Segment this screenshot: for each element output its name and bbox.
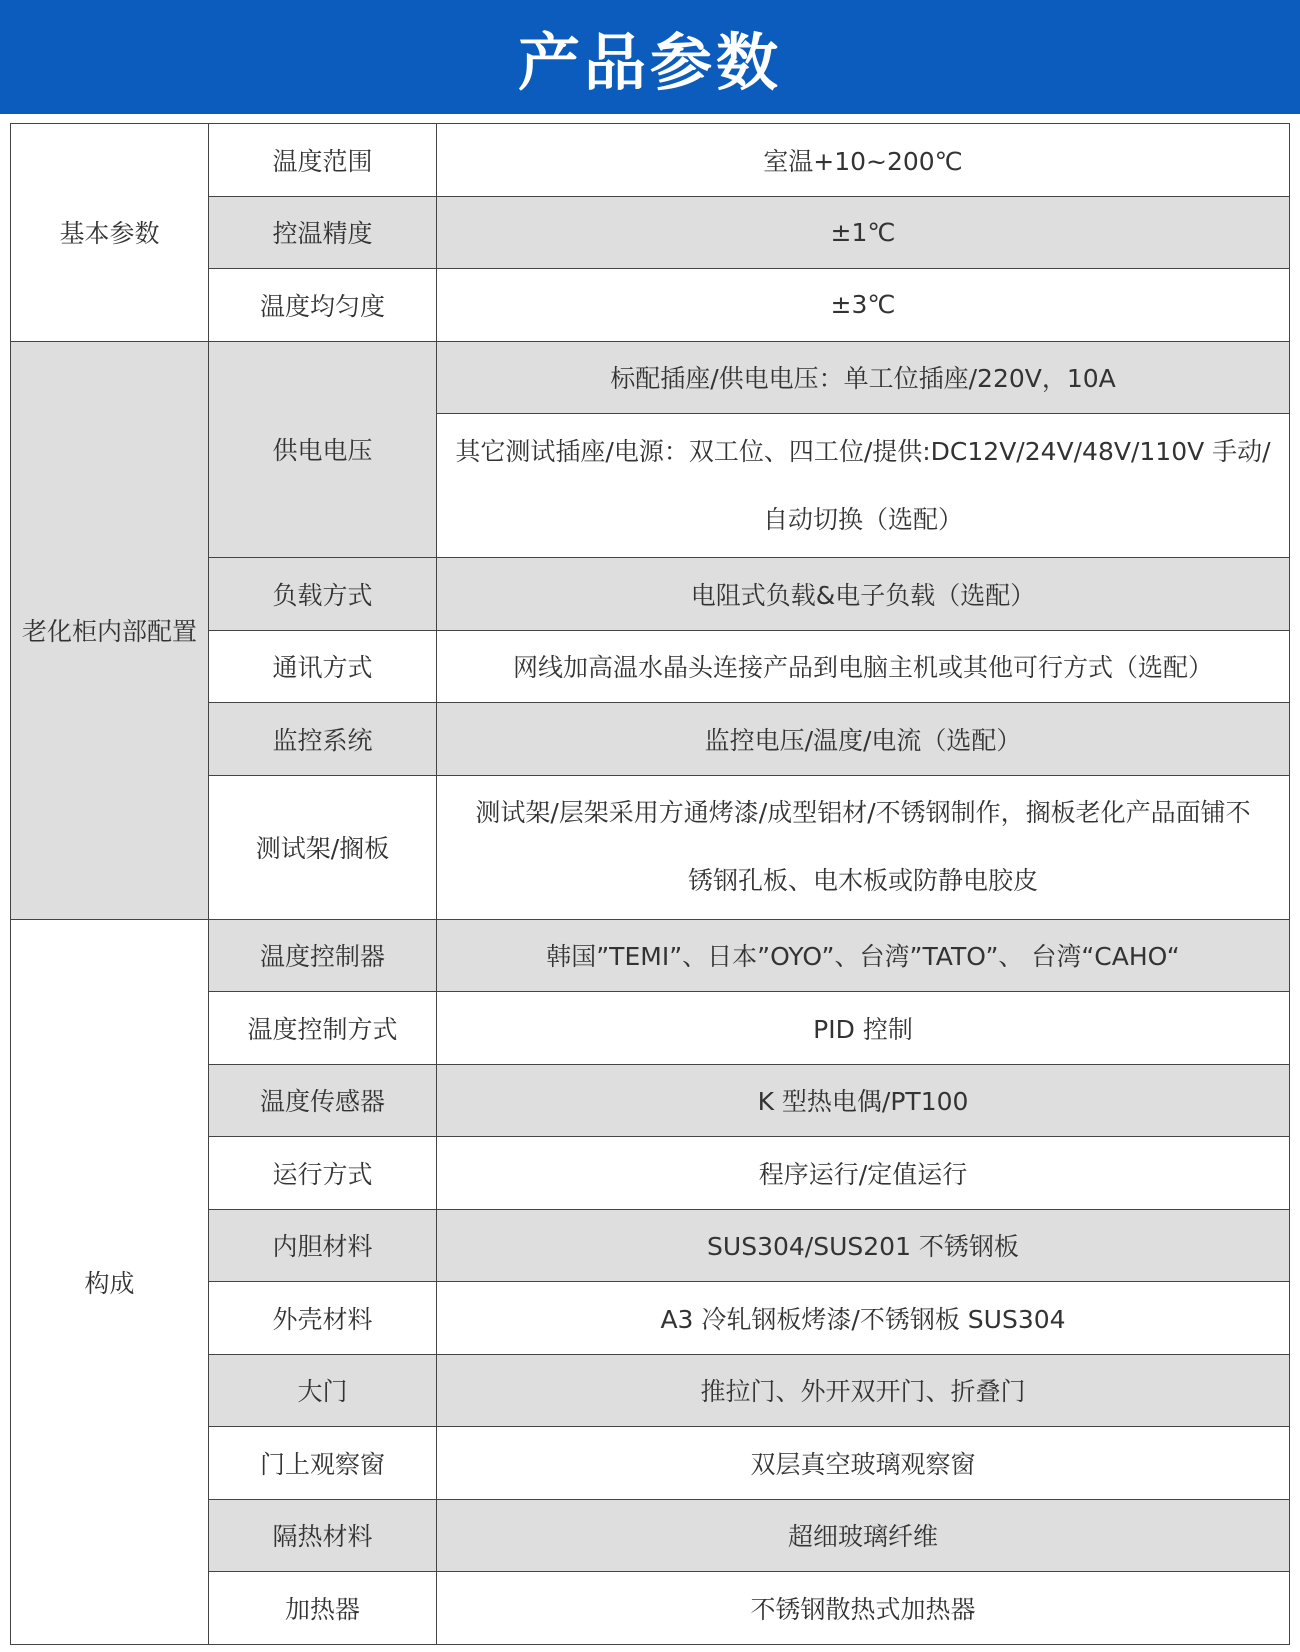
param-value: PID 控制 [437, 992, 1290, 1065]
param-value: A3 冷轧钢板烤漆/不锈钢板 SUS304 [437, 1282, 1290, 1355]
param-value: 室温+10~200℃ [437, 124, 1290, 197]
param-label: 内胆材料 [209, 1209, 437, 1282]
param-value: 程序运行/定值运行 [437, 1137, 1290, 1210]
category-composition: 构成 [11, 919, 209, 1644]
param-value: 双层真空玻璃观察窗 [437, 1427, 1290, 1500]
param-label: 大门 [209, 1354, 437, 1427]
param-value [437, 414, 1290, 558]
param-label: 供电电压 [209, 341, 437, 558]
param-value: 网线加高温水晶头连接产品到电脑主机或其他可行方式（选配） [437, 630, 1290, 703]
param-label: 温度范围 [209, 124, 437, 197]
param-label: 隔热材料 [209, 1499, 437, 1572]
param-value-line: 测试架/层架采用方通烤漆/成型铝材/不锈钢制作，搁板老化产品面铺不 [475, 798, 1251, 828]
category-aging-cabinet: 老化柜内部配置 [11, 341, 209, 919]
param-value: ±3℃ [437, 269, 1290, 342]
param-value: SUS304/SUS201 不锈钢板 [437, 1209, 1290, 1282]
param-label: 负载方式 [209, 558, 437, 631]
param-value: K 型热电偶/PT100 [437, 1064, 1290, 1137]
category-basic: 基本参数 [11, 124, 209, 342]
spec-table [10, 123, 1290, 1645]
page-title: 产品参数 [517, 25, 782, 99]
param-label: 监控系统 [209, 703, 437, 776]
table-row [11, 919, 1290, 992]
param-value: 监控电压/温度/电流（选配） [437, 703, 1290, 776]
param-value: 推拉门、外开双开门、折叠门 [437, 1354, 1290, 1427]
param-value-line: 锈钢孔板、电木板或防静电胶皮 [687, 866, 1038, 896]
param-label: 加热器 [209, 1572, 437, 1645]
param-label: 运行方式 [209, 1137, 437, 1210]
param-label: 温度均匀度 [209, 269, 437, 342]
table-row [11, 341, 1290, 414]
param-label: 温度传感器 [209, 1064, 437, 1137]
param-label: 门上观察窗 [209, 1427, 437, 1500]
header-banner [0, 0, 1300, 114]
param-value: 电阻式负载&电子负载（选配） [437, 558, 1290, 631]
param-value-line: 自动切换（选配） [762, 504, 963, 534]
param-value: 超细玻璃纤维 [437, 1499, 1290, 1572]
param-value [437, 775, 1290, 919]
param-value: ±1℃ [437, 196, 1290, 269]
param-label: 控温精度 [209, 196, 437, 269]
param-value: 韩国”TEMI”、日本”OYO”、台湾”TATO”、 台湾“CAHO“ [437, 919, 1290, 992]
param-value: 不锈钢散热式加热器 [437, 1572, 1290, 1645]
param-label: 温度控制方式 [209, 992, 437, 1065]
param-label: 测试架/搁板 [209, 775, 437, 919]
param-label: 外壳材料 [209, 1282, 437, 1355]
table-row [11, 124, 1290, 197]
param-label: 温度控制器 [209, 919, 437, 992]
param-value: 标配插座/供电电压：单工位插座/220V，10A [437, 341, 1290, 414]
param-value-line: 其它测试插座/电源：双工位、四工位/提供:DC12V/24V/48V/110V 手动/ [455, 436, 1271, 466]
param-label: 通讯方式 [209, 630, 437, 703]
